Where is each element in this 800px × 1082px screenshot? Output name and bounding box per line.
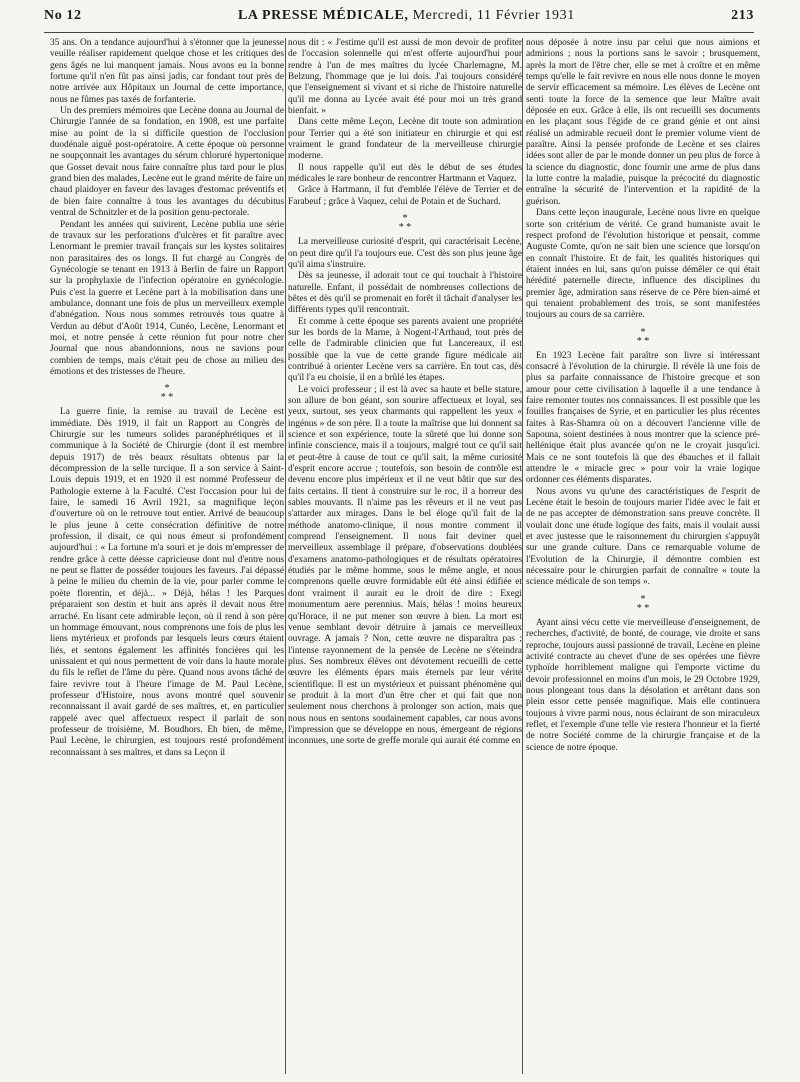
paragraph: Le voici professeur ; il est là avec sa haute et belle stature, son allure de bon géant, son sourire affectueux et loyal, ses yeux, surtout, ses yeux charmants qui rappellent les yeux « ingénus » de son père. Il a toute la maîtrise que lui donnent sa science et son expérience, toute la sûreté que lui donne son infinie conscience, mais il a toujours, malgré tout ce qu'il sait et peut-être à cause de tout ce qu'il sait, la même curiosité d'esprit encore accrue ; toutefois, son besoin de contrôle est devenu encore plus impérieux et il ne veut bâtir que sur des faits certains. Il tient à construire sur le roc, il a horreur des sables mouvants. Il n'aime pas les rêveurs et il ne veut pas s'attarder aux mirages. Dans le bel éloge qu'il fait de la méthode anatomo-clinique, il nous montre comment il comprend l'enseignement. Il nous fait deviner quel merveilleux assemblage il prépare, d'observations doublées d'examens anatomo-pathologiques et de résultats opératoires étudiés par le même homme, sous le même angle, et nous comprenons quelle œuvre formidable eût été ainsi édifiée et dont vraiment il aurait eu le droit de dire : Exegi monumentum aere perennius. Mais, hélas ! moins heureux qu'Horace, il ne put mener son œuvre à bien. La mort est venue semblant devoir détruire à jamais ce merveilleux ouvrage. A jamais ? Non, cette œuvre ne disparaîtra pas ; l'intense rayonnement de la pensée de Lecène ne s'éteindra plus. Ses nombreux élèves ont dévotement recueilli de cette œuvre les éléments épars mais éternels par leur vérité scientifique. Il est un mystérieux et puissant phénomène qui se produit à la mort d'un être cher et qui fait que non seulement nous cherchons à prolonger son action, mais que nous nous en sentons soudainement capables, car nous avons l'impression que se développe en nous, émergeant de régions inconnues, une sorte de greffe morale qui aurait été comme en: [288, 384, 522, 747]
paragraph: Et comme à cette époque ses parents avaient une propriété sur les bords de la Marne, à Nogent-l'Arthaud, tout près de celle de l'admirable clinicien que fut Lancereaux, il est possible que la vue de cette grande figure médicale ait contribué à orienter Lecène vers sa carrière. En tout cas, dès qu'il l'a eu choisie, il en a brûlé les étapes.: [288, 316, 522, 384]
paragraph: 35 ans. On a tendance aujourd'hui à s'étonner que la jeunesse veuille réaliser rapidement quelque chose et les critiques des gens âgés ne lui manquent jamais. Nous avons eu la bonne fortune qu'il n'en fût pas ainsi jadis, car fondant tout près de notre arrivée aux Hôpitaux un Journal de cette importance, nous ne fûmes pas taxés de forfanterie.: [50, 38, 284, 105]
issue-number: No 12: [44, 8, 82, 23]
separator-star-top: *: [164, 383, 170, 395]
paragraph: Nous avons vu qu'une des caractéristiques de l'esprit de Lecène était le besoin de toujours marier l'idée avec le fait et de ne pas accepter de démonstration sans preuve concrète. Il voulait donc une étude logique des faits, mais il voulait aussi et avec justesse que le raisonnement du chirurgien s'appuyât sur une grande culture. Dans ce remarquable volume de l'Evolution de la Chirurgie, il démontre combien est nécessaire pour le chirurgien parfait de connaître « toute la science médicale de son temps ».: [526, 486, 760, 588]
text-column-1: [50, 38, 284, 1076]
separator-stars-bottom: * *: [160, 392, 174, 404]
paragraph: Dès sa jeunesse, il adorait tout ce qui touchait à l'histoire naturelle. Enfant, il possédait de nombreuses collections de bêtes et dès qu'il se promenait en forêt il tâchait d'analyser les différents types qu'il rencontrait.: [288, 271, 522, 316]
paragraph: La guerre finie, la remise au travail de Lecène est immédiate. Dès 1919, il fait un Rapport au Congrès de Chirurgie sur les tumeurs solides paranéphrétiques et il communique à la Société de Chirurgie (dont il est membre depuis 1917) de très beaux résultats obtenus par la décompression de la selle turcique. Il a son service à Saint-Louis depuis 1919, et en 1920 il est nommé Professeur de Pathologie externe à la Faculté. C'est l'occasion pour lui de faire, le samedi 16 Avril 1921, sa magnifique leçon d'ouverture où on le retrouve tout entier. Arrivé de beaucoup le plus jeune à cette consécration définitive de notre profession, il disait, ce qui nous émeut si profondément aujourd'hui : « La fortune m'a souri et je dois m'empresser de rendre grâce à cette déesse capricieuse dont nul d'entre nous ne peut se flatter de posséder toujours les faveurs. J'ai dépassé à peine le milieu du chemin de la vie, pour parler comme le poète florentin, et déjà... » Déjà, hélas ! les Parques préparaient son destin et huit ans après il devait nous être arraché. En lisant cete admirable leçon, où il rend à son père un hommage émouvant, nous comprenons une fois de plus les liens mytérieux et profonds par lesquels leurs cœurs étaient liés, et sentons également les affinités foncières qui les unissaient et qui nous permettent de voir dans la haute morale du fils le reflet de l'âme du père. Quand nous avons tâché de faire revivre tout à l'heure l'image de M. Paul Lecène, professeur d'Histoire, nous avons montré quel souvenir reconnaissant il avait gardé de ses maîtres, et, en particulier rappelé avec quel affectueux respect il parlait de son professeur de troisième, M. Boudhors. Eh bien, de même, Paul Lecène, le chirurgien, est toujours resté profondément reconnaissant à ses maîtres, et dans sa Leçon il: [50, 407, 284, 758]
paragraph: Grâce à Hartmann, il fut d'emblée l'élève de Terrier et de Farabeuf ; grâce à Vaquez, celui de Potain et de Suchard.: [288, 185, 522, 207]
paragraph: Dans cette même Leçon, Lecène dit toute son admiration pour Terrier qui a été son initiateur en chirurgie et qui est vraiment le grand fondateur de la merveilleuse chirurgie moderne.: [288, 117, 522, 162]
paragraph: Dans cette leçon inaugurale, Lecène nous livre en quelque sorte son critérium de vérité. Ce grand humaniste avait le respect profond de l'évolution historique et pensait, comme Auguste Comte, qu'on ne sait bien une science que lorsqu'on en connaît l'histoire. Et de fait, les qualités historiques qui étaient innées en lui, sans qu'on puisse démêler ce qui était hérédité paternelle directe, influence des disciplines du premier âge, admiration sans réserve de ce Père bien-aimé et qui tenaient probablement des trois, se sont manifestées toujours au cours de sa carrière.: [526, 208, 760, 321]
page-header: [44, 8, 754, 30]
separator-star-top: *: [402, 213, 408, 225]
paragraph: nous dit : « J'estime qu'il est aussi de mon devoir de profiter de l'occasion solennelle qui m'est offerte aujourd'hui pour rendre à l'un de mes maîtres du lycée Charlemagne, M. Belzung, l'hommage que je lui dois. J'ai toujours considéré que l'enseignement si vivant et si riche de l'histoire naturelle qu'il me donna au Lycée avait été pour moi un très grand bienfait. »: [288, 38, 522, 117]
paragraph: En 1923 Lecène fait paraître son livre si intéressant consacré à l'évolution de la chirurgie. Il révèle là une fois de plus sa parfaite connaissance de l'histoire grecque et son amour pour cette civilisation à laquelle il a une tendance à faire remonter toutes nos connaissances. Il est possible que les fouilles françaises de Syrie, et en particulier les plus récentes faites à Ras-Shamra où on a découvert l'ancienne ville de Sapouna, soient destinées à nous montrer que la science pré-hellénique était plus avancée qu'on ne le croyait jusqu'ici. Mais ce ne sont toutefois là que des ébauches et il fallait attendre le « miracle grec » pour voir la vraie logique ordonner ces éléments disparates.: [526, 350, 760, 486]
paragraph: Il nous rappelle qu'il eut dès le début de ses études médicales le rare bonheur de rencontrer Hartmann et Vaquez.: [288, 162, 522, 185]
paragraph: Ayant ainsi vécu cette vie merveilleuse d'enseignement, de recherches, d'activité, de bonté, de courage, vie droite et sans reproche, toujours aussi passionné de travail, Lecène en pleine activité contracte au chevet d'une de ses opérées une fièvre typhoïde horriblement maligne qui l'emporte victime du devoir professionnel en moins d'un mois, le 29 Octobre 1929, nous plongeant tous dans la désolation et arrêtant dans son plein essor cette pensée magnifique. Mais elle continuera toujours à vivre parmi nous, nous éclairant de son miraculeux reflet, et l'exemple d'une telle vie restera l'honneur et la fierté de notre Société comme de la chirurgie française et de la science de notre époque.: [526, 617, 760, 753]
journal-name: LA PRESSE MÉDICALE,: [237, 8, 409, 23]
section-separator: [526, 595, 760, 613]
paragraph: Un des premiers mémoires que Lecène donna au Journal de Chirurgie l'année de sa fondation, en 1908, est une parfaite mise au point de la si difficile question de l'occlusion duodénale aiguë post-opératoire. A cette époque où personne ne soupçonnait les avantages du sérum chloruré hypertonique que Gosset devait nous faire connaître plus tard pour le plus grand bien des malades, Lecène eut le grand mérite de faire un chaud plaidoyer en faveur des lavages d'estomac préventifs et de bien faire connaître à tous les avantages du décubitus ventral de Schnitzler et de la position genu-pectorale.: [50, 106, 284, 219]
separator-stars-bottom: * *: [636, 335, 650, 347]
text-column-3: [526, 38, 760, 1076]
paragraph: nous déposée à notre insu par celui que nous aimions et admirions ; nous la portions sans le savoir ; brusquement, après la mort de l'être cher, elle se met à croître et en même temps qu'elle le fait revivre en nous elle nous donne le moyen de servir efficacement sa mémoire. Les élèves de Lecène ont senti toute la force de la semence que leur Maître avait déposée en eux. Grâce à elle, ils ont recueilli ses documents en les plaçant sous l'égide de ce grand génie et ont ainsi réalisé un admirable recueil dont le premier volume vient de paraître. Ainsi la pensée profonde de Lecène et ses claires idées sont aller de par le monde donner un peu plus de force à la science du diagnostic, donc fournir une arme de plus dans la lutte contre la maladie, puisque la précocité du diagnostic entraîne la sécurité de l'intervention et la rapidité de la guérison.: [526, 38, 760, 207]
column-separator: [522, 38, 523, 1074]
separator-stars-bottom: * *: [636, 602, 650, 614]
issue-date: Mercredi, 11 Février 1931: [412, 8, 575, 23]
separator-star-top: *: [640, 326, 646, 338]
column-separator: [285, 38, 286, 1074]
section-separator: [50, 384, 284, 402]
section-separator: [288, 214, 522, 232]
separator-star-top: *: [640, 593, 646, 605]
section-separator: [526, 328, 760, 346]
header-rule: [44, 32, 754, 33]
paragraph: Pendant les années qui suivirent, Lecène publia une série de travaux sur les perforations d'ulcères et fit paraître avec Lenormant le premier travail français sur les kystes solitaires non parasitaires des os longs. Il fut chargé au Congrès de Gynécologie se tenant en 1913 à Berlin de faire un Rapport sur la prophylaxie de l'infection opératoire en gynécologie. Puis c'est la guerre et Lecène part à la mobilisation dans une ambulance, donnant une fois de plus un merveilleux exemple d'abnégation. Nous nous sommes retrouvés tous quatre à Verdun au début d'Août 1914, Cunéo, Lecène, Lenormant et moi, et notre pensée à cette réunion fut pour notre cher Journal que nous abandonnions, nous ne savions pour combien de temps, mais c'était peu de chose au milieu des émotions et des tristesses de l'heure.: [50, 219, 284, 377]
text-column-2: [288, 38, 522, 1076]
page-number: 213: [731, 8, 754, 23]
journal-title: [238, 8, 575, 24]
separator-stars-bottom: * *: [398, 222, 412, 234]
paragraph: La merveilleuse curiosité d'esprit, qui caractérisait Lecène, on peut dire qu'il l'a toujours eue. C'est dès son plus jeune âge qu'il aima s'instruire.: [288, 237, 522, 270]
